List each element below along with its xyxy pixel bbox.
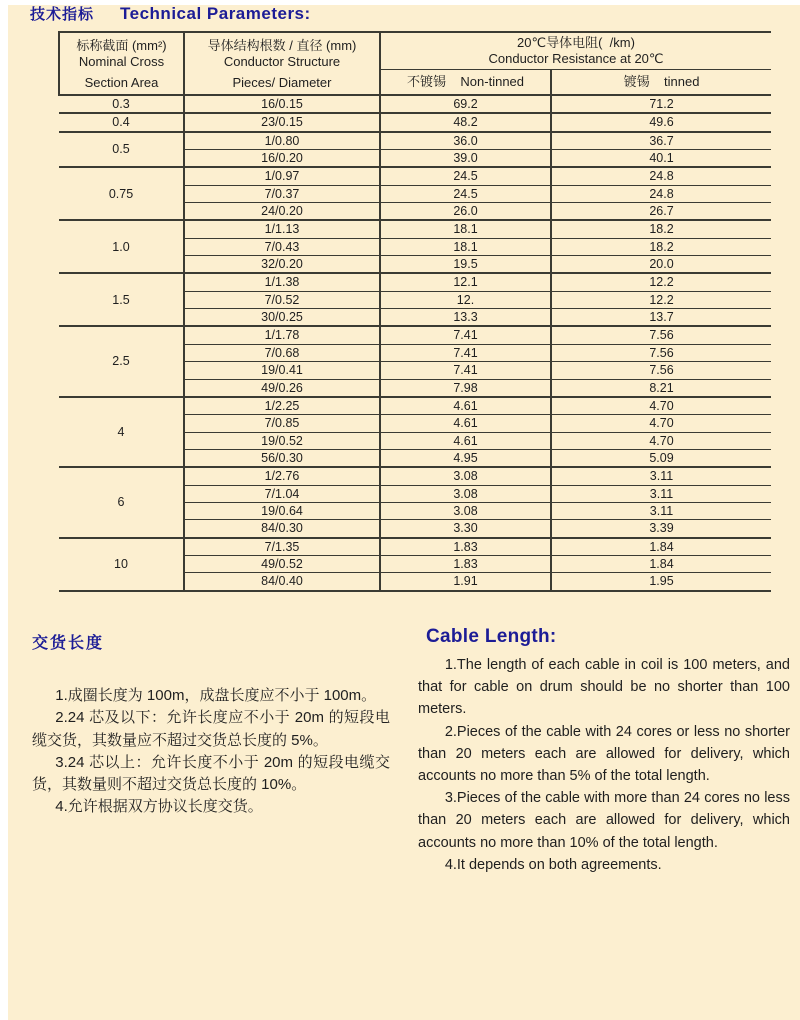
non-tinned-cell: 19.5 bbox=[380, 256, 551, 274]
structure-cell: 24/0.20 bbox=[184, 203, 380, 221]
tinned-cell: 1.84 bbox=[551, 555, 771, 572]
section-area-cell: 6 bbox=[59, 467, 184, 537]
delivery-heading-zh: 交货长度 bbox=[32, 635, 105, 652]
non-tinned-cell: 12. bbox=[380, 291, 551, 308]
section-area-cell: 0.3 bbox=[59, 95, 184, 113]
structure-cell: 1/0.80 bbox=[184, 132, 380, 150]
non-tinned-cell: 1.83 bbox=[380, 555, 551, 572]
structure-cell: 7/0.85 bbox=[184, 415, 380, 432]
cable-length-heading-en: Cable Length: bbox=[426, 626, 557, 647]
tinned-cell: 3.11 bbox=[551, 485, 771, 502]
tinned-cell: 13.7 bbox=[551, 309, 771, 327]
section-area-cell: 4 bbox=[59, 397, 184, 467]
tinned-cell: 7.56 bbox=[551, 362, 771, 379]
cable-length-en-item-4: 4.It depends on both agreements. bbox=[444, 856, 662, 873]
non-tinned-cell: 7.41 bbox=[380, 362, 551, 379]
header-resistance-zh: 20℃导体电阻( /km) bbox=[517, 35, 635, 51]
delivery-zh-item-3: 3.24 芯以上：允许长度不小于 20m 的短段电缆交货，其数量则不超过交货总长度的 10%。 bbox=[32, 753, 390, 794]
structure-cell: 7/1.35 bbox=[184, 538, 380, 556]
tinned-cell: 12.2 bbox=[551, 291, 771, 308]
non-tinned-cell: 1.91 bbox=[380, 573, 551, 591]
table-row bbox=[59, 397, 771, 415]
table-row bbox=[59, 538, 771, 556]
non-tinned-cell: 1.83 bbox=[380, 538, 551, 556]
non-tinned-cell: 24.5 bbox=[380, 185, 551, 202]
table-header-row-1 bbox=[59, 32, 771, 69]
non-tinned-cell: 26.0 bbox=[380, 203, 551, 221]
non-tinned-cell: 3.08 bbox=[380, 467, 551, 485]
header-conductor-structure bbox=[184, 32, 380, 95]
non-tinned-cell: 36.0 bbox=[380, 132, 551, 150]
structure-cell: 84/0.30 bbox=[184, 520, 380, 538]
structure-cell: 19/0.64 bbox=[184, 502, 380, 519]
table-row bbox=[59, 220, 771, 238]
header-nominal-en2: Section Area bbox=[84, 74, 159, 90]
tinned-cell: 49.6 bbox=[551, 113, 771, 131]
non-tinned-cell: 12.1 bbox=[380, 273, 551, 291]
tinned-cell: 1.84 bbox=[551, 538, 771, 556]
tinned-cell: 3.11 bbox=[551, 467, 771, 485]
cable-length-section-en bbox=[418, 626, 790, 876]
technical-parameters-table-wrap bbox=[58, 31, 771, 592]
resistance-table-body bbox=[59, 95, 771, 591]
page-title-zh: 技术指标 bbox=[30, 6, 95, 23]
tinned-cell: 12.2 bbox=[551, 273, 771, 291]
header-conductor-resistance bbox=[380, 32, 771, 69]
structure-cell: 1/1.38 bbox=[184, 273, 380, 291]
table-row bbox=[59, 113, 771, 131]
structure-cell: 7/0.52 bbox=[184, 291, 380, 308]
structure-cell: 32/0.20 bbox=[184, 256, 380, 274]
tinned-cell: 71.2 bbox=[551, 95, 771, 113]
tinned-cell: 5.09 bbox=[551, 449, 771, 467]
tinned-cell: 3.39 bbox=[551, 520, 771, 538]
section-area-cell: 1.0 bbox=[59, 220, 184, 273]
tinned-cell: 1.95 bbox=[551, 573, 771, 591]
non-tinned-cell: 3.08 bbox=[380, 485, 551, 502]
tinned-cell: 4.70 bbox=[551, 397, 771, 415]
non-tinned-cell: 48.2 bbox=[380, 113, 551, 131]
structure-cell: 1/2.25 bbox=[184, 397, 380, 415]
section-area-cell: 10 bbox=[59, 538, 184, 591]
structure-cell: 30/0.25 bbox=[184, 309, 380, 327]
header-structure-zh: 导体结构根数 / 直径 (mm) bbox=[207, 37, 357, 53]
structure-cell: 19/0.52 bbox=[184, 432, 380, 449]
cable-length-en-item-2: 2.Pieces of the cable with 24 cores or less no shorter than 20 meters each are allowed for delivery, which accounts no more than 5% of the total length. bbox=[418, 723, 790, 785]
header-structure-en1: Conductor Structure bbox=[223, 53, 341, 69]
section-area-cell: 0.5 bbox=[59, 132, 184, 168]
technical-parameters-table bbox=[58, 31, 771, 592]
structure-cell: 7/1.04 bbox=[184, 485, 380, 502]
table-row bbox=[59, 326, 771, 344]
non-tinned-cell: 18.1 bbox=[380, 220, 551, 238]
non-tinned-cell: 18.1 bbox=[380, 238, 551, 255]
non-tinned-cell: 39.0 bbox=[380, 150, 551, 168]
tinned-cell: 24.8 bbox=[551, 167, 771, 185]
structure-cell: 1/1.13 bbox=[184, 220, 380, 238]
non-tinned-cell: 4.61 bbox=[380, 432, 551, 449]
cable-length-en-item-1: 1.The length of each cable in coil is 100 meters, and that for cable on drum should be no shorter than 100 meters. bbox=[418, 657, 790, 718]
header-tinned: 镀锡 tinned bbox=[551, 69, 771, 95]
header-non-tinned: 不镀锡 Non-tinned bbox=[380, 69, 551, 95]
tinned-cell: 18.2 bbox=[551, 238, 771, 255]
section-area-cell: 2.5 bbox=[59, 326, 184, 396]
structure-cell: 16/0.15 bbox=[184, 95, 380, 113]
non-tinned-cell: 7.41 bbox=[380, 326, 551, 344]
non-tinned-cell: 7.98 bbox=[380, 379, 551, 397]
tinned-cell: 8.21 bbox=[551, 379, 771, 397]
tinned-cell: 36.7 bbox=[551, 132, 771, 150]
structure-cell: 56/0.30 bbox=[184, 449, 380, 467]
table-row bbox=[59, 467, 771, 485]
non-tinned-cell: 4.61 bbox=[380, 415, 551, 432]
non-tinned-cell: 24.5 bbox=[380, 167, 551, 185]
non-tinned-cell: 7.41 bbox=[380, 344, 551, 361]
section-area-cell: 0.75 bbox=[59, 167, 184, 220]
structure-cell: 19/0.41 bbox=[184, 362, 380, 379]
header-structure-en2: Pieces/ Diameter bbox=[232, 74, 332, 90]
structure-cell: 7/0.37 bbox=[184, 185, 380, 202]
header-nominal-en1: Nominal Cross bbox=[78, 53, 165, 69]
non-tinned-cell: 3.30 bbox=[380, 520, 551, 538]
non-tinned-cell: 69.2 bbox=[380, 95, 551, 113]
header-nominal-cross-section bbox=[59, 32, 184, 95]
table-row bbox=[59, 95, 771, 113]
structure-cell: 49/0.26 bbox=[184, 379, 380, 397]
tinned-cell: 40.1 bbox=[551, 150, 771, 168]
structure-cell: 1/1.78 bbox=[184, 326, 380, 344]
section-area-cell: 1.5 bbox=[59, 273, 184, 326]
tinned-cell: 7.56 bbox=[551, 344, 771, 361]
structure-cell: 49/0.52 bbox=[184, 555, 380, 572]
structure-cell: 1/2.76 bbox=[184, 467, 380, 485]
header-nominal-zh: 标称截面 (mm²) bbox=[76, 37, 167, 53]
structure-cell: 16/0.20 bbox=[184, 150, 380, 168]
structure-cell: 7/0.68 bbox=[184, 344, 380, 361]
non-tinned-cell: 4.95 bbox=[380, 449, 551, 467]
page-title-en: Technical Parameters: bbox=[120, 4, 311, 23]
tinned-cell: 4.70 bbox=[551, 432, 771, 449]
non-tinned-cell: 3.08 bbox=[380, 502, 551, 519]
page-title bbox=[30, 3, 311, 24]
delivery-zh-item-2: 2.24 芯及以下：允许长度应不小于 20m 的短段电缆交货，其数量应不超过交货总长度的 5%。 bbox=[32, 709, 390, 749]
section-area-cell: 0.4 bbox=[59, 113, 184, 131]
non-tinned-cell: 13.3 bbox=[380, 309, 551, 327]
delivery-zh-item-4: 4.允许根据双方协议长度交货。 bbox=[55, 798, 263, 816]
tinned-cell: 24.8 bbox=[551, 185, 771, 202]
tinned-cell: 18.2 bbox=[551, 220, 771, 238]
table-row bbox=[59, 167, 771, 185]
tinned-cell: 3.11 bbox=[551, 502, 771, 519]
delivery-zh-item-1: 1.成圈长度为 100m，成盘长度应不小于 100m。 bbox=[55, 687, 377, 704]
structure-cell: 1/0.97 bbox=[184, 167, 380, 185]
cable-length-en-item-3: 3.Pieces of the cable with more than 24 cores no less than 20 meters each are allowed for delivery, which accounts no more than 10% of the total length. bbox=[418, 790, 790, 851]
tinned-cell: 26.7 bbox=[551, 203, 771, 221]
non-tinned-cell: 4.61 bbox=[380, 397, 551, 415]
table-row bbox=[59, 273, 771, 291]
tinned-cell: 20.0 bbox=[551, 256, 771, 274]
header-resistance-en: Conductor Resistance at 20℃ bbox=[488, 51, 664, 67]
tinned-cell: 4.70 bbox=[551, 415, 771, 432]
table-row bbox=[59, 132, 771, 150]
structure-cell: 7/0.43 bbox=[184, 238, 380, 255]
structure-cell: 84/0.40 bbox=[184, 573, 380, 591]
delivery-length-section-zh bbox=[32, 630, 390, 819]
structure-cell: 23/0.15 bbox=[184, 113, 380, 131]
tinned-cell: 7.56 bbox=[551, 326, 771, 344]
